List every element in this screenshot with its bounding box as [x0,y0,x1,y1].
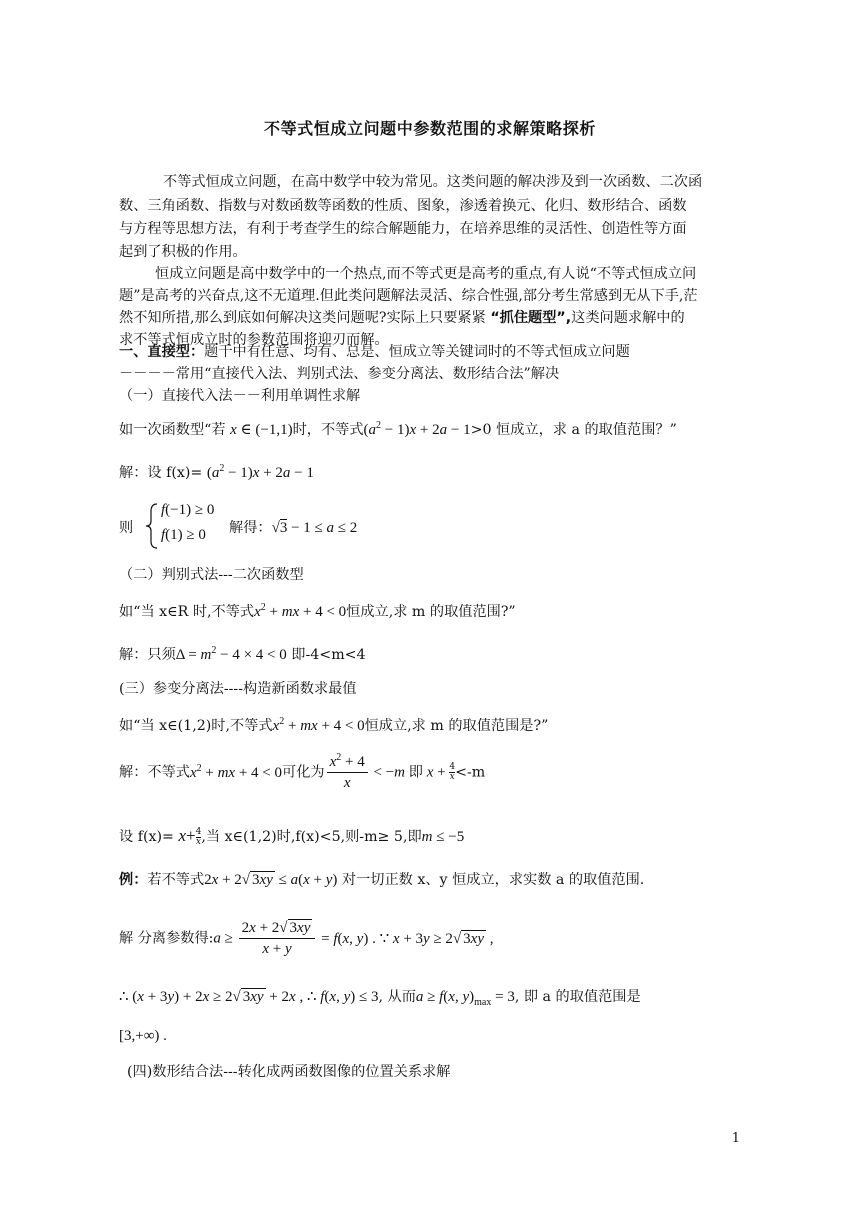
example-conclusion-mid: , 从而 [378,989,416,1005]
m3-solution-suffix: <-m [455,764,486,781]
para2-line-3 [119,308,685,328]
page-title: 不等式恒成立问题中参数范围的求解策略探析 [263,119,596,138]
m1-function-formula: $(a^2 - 1)x + 2a - 1$ [206,463,314,481]
example-solution-prefix: 解 分离参数得: [119,930,214,947]
m1-result-formula: √3 − 1 ≤ a ≤ 2 [271,520,358,536]
m1-condition-2: f(1) ≥ 0 [161,527,206,543]
method-1-heading: （一）直接代入法－－利用单调性求解 [119,388,361,404]
section-heading-label: 一、直接型： [119,344,205,360]
m2-solution-prefix: 解：只须 [119,647,176,663]
m3-question-suffix: 恒成立,求 m 的取值范围是?” [364,718,549,734]
m3-question-prefix: 如“当 x∈(1,2)时,不等式 [119,718,273,734]
m1-question-suffix: 恒成立，求 a 的取值范围？” [496,422,677,438]
m1-then-label: 则 [119,520,134,536]
method-2-solution [119,645,366,665]
para2-line-2: 题”是高考的兴奋点,这不无道理.但此类问题解法灵活、综合性强,部分考生常感到无从下手,茫 [119,288,698,304]
example-conclusion-formula-1: ∴ (x + 3y) + 2x ≥ 2√ 3xy + 2x , ∴ f(x, y) ≤ 3 [119,989,379,1005]
para1-line-2: 数、三角函数、指数与对数函数等函数的性质、图象，渗透着换元、化归、数形结合、函数 [119,198,687,214]
m3-set-suffix: ,当 x∈(1,2)时,f(x)<5,则-m≥ 5,即 [201,829,422,845]
m1-solved-label: 解得： [229,520,272,536]
m3-set-prefix: 设 f(x)= [119,829,174,845]
m3-solution-mid2: 即 [408,764,423,781]
m2-question-prefix: 如“当 x∈R 时,不等式 [119,604,255,620]
example-inequality: 2x + 2√ 3xy ≤ a(x + y) [204,872,338,888]
method-2-heading: （二）判别式法---二次函数型 [119,567,304,583]
m1-result [229,517,357,537]
method-3-heading: (三）参变分离法----构造新函数求最值 [119,681,357,697]
m2-inequality-formula: $x^2$ + mx + 4 < 0 [254,602,347,620]
example-solution [119,918,494,959]
para2-line-4: 求不等式恒成立时的参数范围将迎刃而解。 [119,332,389,348]
m3-inequality: $x^2$ + mx + 4 < 0 [189,762,283,781]
example-range: [3,+∞) . [119,1028,167,1044]
example-conclusion-formula-2: a ≥ f(x, $y)_{max} = 3$ [415,989,515,1008]
m1-condition-1: f(−1) ≥ 0 [161,502,215,518]
method-1-question: 如一次函数型“若 x ∈ (−1,1)时，不等式$(a^2 - 1)x + 2a - 1>0$ 恒成立，求 a 的取值范围？” [119,420,677,438]
m3-set-fraction: $\frac{4}{x}$ [195,826,202,847]
m3-set-function: x+ [178,826,196,845]
page-number: 1 [731,1131,740,1146]
section-subheading: －－－－常用“直接代入法、判别式法、参变分离法、数形结合法”解决 [119,366,560,382]
para1-line-4: 起到了积极的作用。 [119,244,247,260]
m3-solution-mid: 可化为 [282,764,325,781]
m1-solution-prefix: 解：设 f(x)= [119,465,203,481]
para2-bold-phrase: “抓住题型”, [490,310,572,326]
method-1-solution [119,463,314,483]
m3-expression: x + [426,764,450,781]
example-conclusion-suffix: , 即 a 的取值范围是 [514,989,641,1005]
m1-domain-formula: x [230,422,237,438]
example-conclusion [119,987,641,1007]
example-label: 例： [119,872,148,888]
brace-icon [145,503,159,549]
m3-solution-prefix: 解：不等式 [119,764,190,781]
method-3-solution: 解：不等式$x^2$ + mx + 4 < 0可化为 $\frac{x^2 + 4}{x}$ < −m 即 x + $\frac{4}{x}$ <-m [119,752,486,791]
example-f-formula: = f(x, y) . ∵ x + 3y ≥ 2√ 3xy , [317,930,494,947]
m1-question-middle: 时，不等式 [292,422,364,438]
example-fraction: $\frac{2x + 2√ 3xy}{x + y}$ [239,918,316,959]
m1-inequality-formula: $(a^2 - 1)x + 2a - 1$ [363,420,471,438]
example-prefix: 若不等式 [147,872,205,888]
m2-question-suffix: 恒成立,求 m 的取值范围?” [346,604,516,620]
example-separation-formula: a ≥ [213,930,237,947]
m3-set-result: m ≤ −5 [421,829,465,845]
para1-line-3: 与方程等思想方法，有利于考查学生的综合解题能力，在培养思维的灵活性、创造性等方面 [119,221,687,237]
method-2-question [119,602,516,622]
para2-line-3-text: 然不知所措,那么到底如何解决这类问题呢?实际上只要紧紧 [119,310,486,326]
m3-fraction: $\frac{x^2 + 4}{x}$ [327,752,368,793]
para2-line-3-tail: 这类问题求解中的 [571,310,685,326]
para2-line-1: 恒成立问题是高中数学中的一个热点,而不等式更是高考的重点,有人说“不等式恒成立问 [155,266,697,282]
method-3-question [119,716,548,736]
m3-inequality-formula: $x^2$ + mx + 4 < 0 [272,716,365,734]
method-3-setting [119,826,464,847]
example-suffix: 对一切正数 x、y 恒成立，求实数 a 的取值范围. [341,872,645,888]
m2-solution-suffix: 即-4<m<4 [291,647,366,663]
m3-small-fraction: $\frac{4}{x}$ [449,762,456,782]
para1-line-1: 不等式恒成立问题，在高中数学中较为常见。这类问题的解决涉及到一次函数、二次函 [163,174,703,190]
section-heading [119,342,630,362]
m2-discriminant-formula: $\Delta = m^2 - 4 \times 4 < 0$ [175,645,287,663]
example-question [119,870,644,890]
method-4-heading: (四)数形结合法---转化成两函数图像的位置关系求解 [127,1064,451,1080]
section-heading-text: 题干中有任意、均有、总是、恒成立等关键词时的不等式恒成立问题 [204,344,630,360]
m1-question-prefix: 如一次函数型“若 [119,422,226,438]
